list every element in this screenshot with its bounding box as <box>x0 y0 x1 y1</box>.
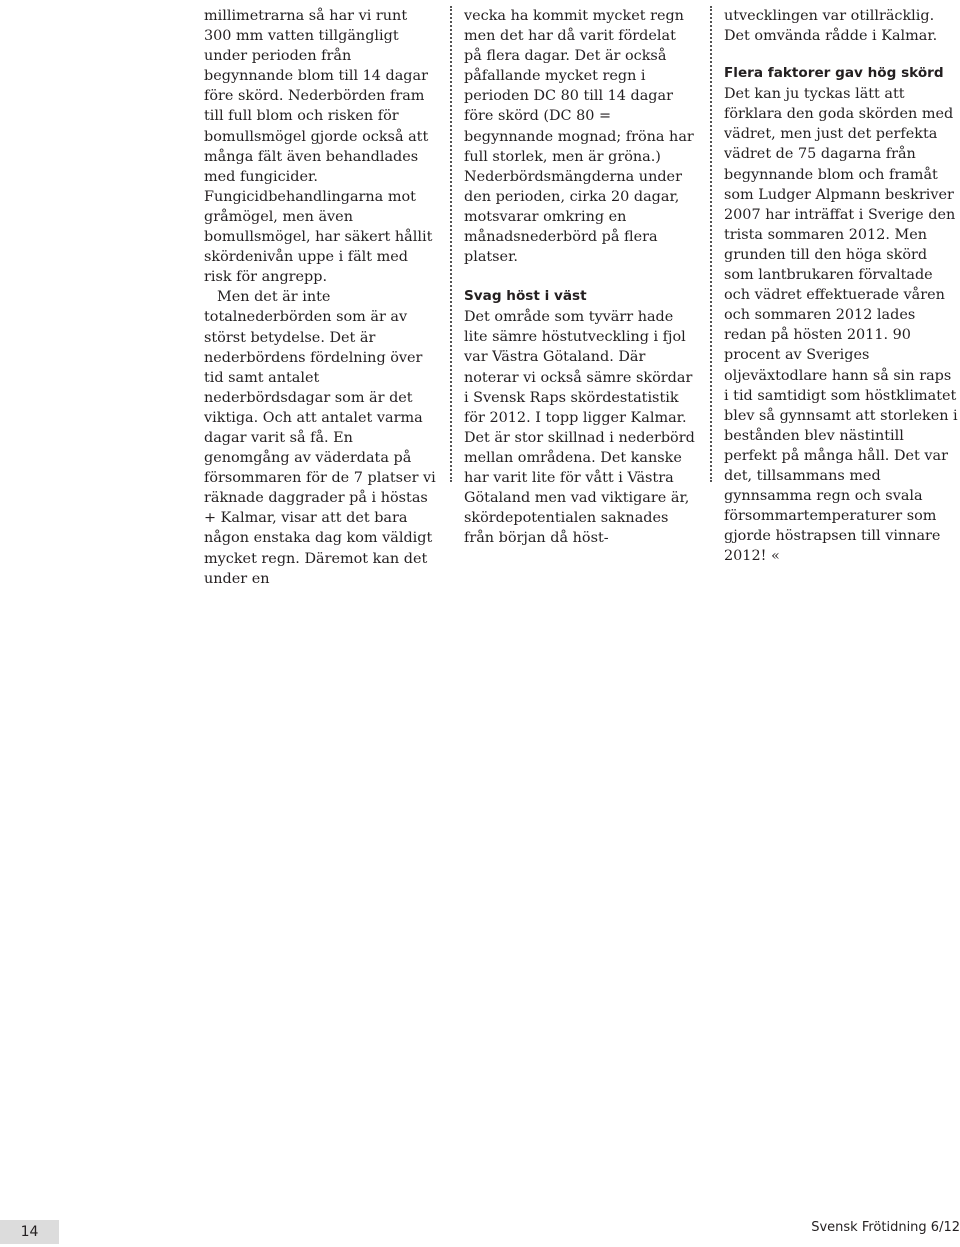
paragraph: millimetrarna så har vi runt 300 mm vatten tillgängligt under perioden från begynnande blom till 14 dagar före skörd. Nederbörden fram till full blom och risken för bomullsmögel gjorde också att många fält även behandlades med fungicider. Fungicidbehandlingarna mot gråmögel, men även bomullsmögel, har säkert hållit skördenivån uppe i fält med risk för angrepp. <box>204 8 433 286</box>
section-heading: Svag höst i väst <box>464 288 587 305</box>
section-heading: Flera faktorer gav hög skörd <box>724 65 944 82</box>
paragraph: Men det är inte totalnederbörden som är av störst betydelse. Det är nederbördens fördelning över tid samt antalet nederbördsdagar som är det viktiga. Och att antalet varma dagar varit så få. En genomgång av väderdata på försommaren för de 7 platser vi räknade daggrader på i höstas + Kalmar, visar att det bara någon enstaka dag kom väldigt mycket regn. Däremot kan det under en <box>204 289 436 587</box>
paragraph: utvecklingen var otillräcklig. Det omvända rådde i Kalmar. <box>724 8 938 45</box>
page-number: 14 <box>0 1220 59 1244</box>
column-divider <box>450 6 452 482</box>
paragraph: Det kan ju tyckas lätt att förklara den goda skörden med vädret, men just det perfekta vädret de 75 dagarna från begynnande blom och framåt som Ludger Alpmann beskriver 2007 har inträffat i Sverige den trista sommaren 2012. Men grunden till den höga skörd som lantbrukaren förvaltade och vädret effektuerade våren och sommaren 2012 lades redan på hösten 2011. 90 procent av Sveriges oljeväxtodlare hann så sin raps i tid samtidigt som höstklimatet blev så gynnsamt att storleken i bestånden blev nästintill perfekt på många håll. Det var det, tillsammans med gynnsamma regn och svala försommartemperaturer som gjorde höstrapsen till vinnare 2012! « <box>724 86 958 565</box>
article-column-1 <box>204 6 436 589</box>
article-column-3 <box>724 6 958 566</box>
publication-name: Svensk Frötidning 6/12 <box>811 1220 960 1235</box>
paragraph: Det område som tyvärr hade lite sämre höstutveckling i fjol var Västra Götaland. Där noterar vi också sämre skördar i Svensk Raps skördestatistik för 2012. I topp ligger Kalmar. Det är stor skillnad i nederbörd mellan områdena. Det kanske har varit lite för vått i Västra Götaland men vad viktigare är, skördepotentialen saknades från början då höst- <box>464 309 695 547</box>
column-divider <box>710 6 712 482</box>
paragraph: vecka ha kommit mycket regn men det har då varit fördelat på flera dagar. Det är också påfallande mycket regn i perioden DC 80 till 14 dagar före skörd (DC 80 = begynnande mognad; fröna har full storlek, men är gröna.) Nederbördsmängderna under den perioden, cirka 20 dagar, motsvarar omkring en månadsnederbörd på flera platser. <box>464 8 694 266</box>
article-column-2 <box>464 6 696 548</box>
